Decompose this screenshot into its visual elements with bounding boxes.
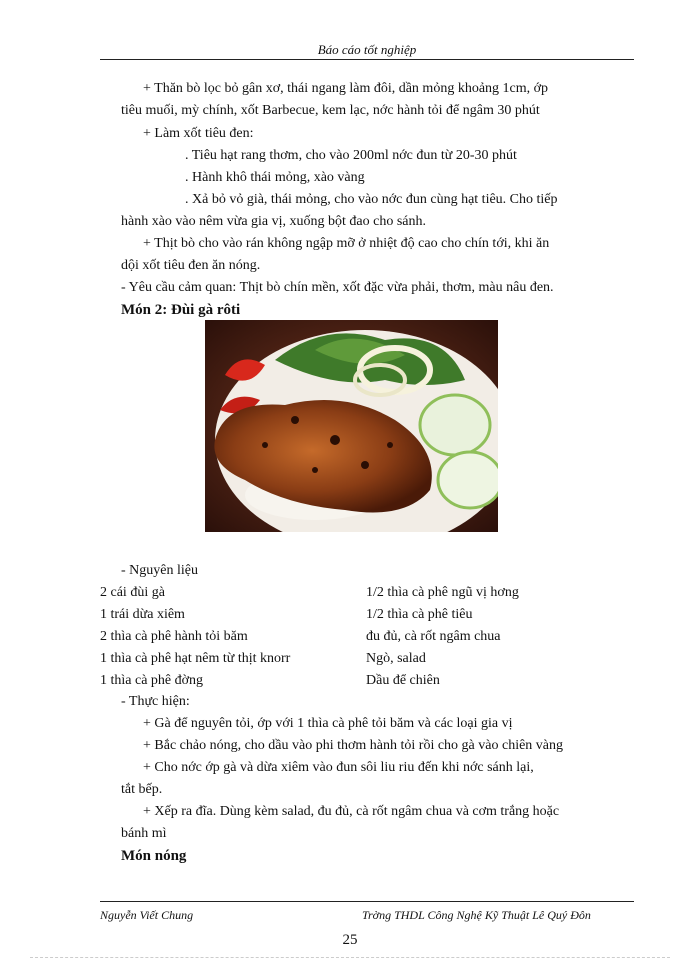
method-step: tắt bếp. (121, 782, 163, 797)
paragraph-line: . Hành khô thái mỏng, xào vàng (185, 170, 365, 185)
roast-chicken-photo (205, 320, 498, 532)
next-section-heading: Món nóng (121, 848, 187, 864)
ingredient-item: 1 thìa cà phê hạt nêm từ thịt knorr (100, 651, 291, 666)
paragraph-line: + Thịt bò cho vào rán không ngập mỡ ở nhiệt độ cao cho chín tới, khi ăn (143, 236, 550, 251)
ingredient-item: đu đủ, cà rốt ngâm chua (366, 629, 501, 644)
ingredient-item: 1 trái dừa xiêm (100, 607, 185, 622)
ingredient-item: 1/2 thìa cà phê tiêu (366, 607, 473, 622)
dish-title: Món 2: Đùi gà rôti (121, 302, 241, 318)
page-break-line (30, 957, 670, 958)
page-number: 25 (342, 932, 358, 948)
paragraph-line: + Làm xốt tiêu đen: (143, 126, 254, 141)
footer-school: Trờng THDL Công Nghệ Kỹ Thuật Lê Quý Đôn (362, 908, 591, 922)
page-header-title: Báo cáo tốt nghiệp (317, 42, 417, 57)
ingredient-item: 1 thìa cà phê đờng (100, 673, 204, 688)
paragraph-line: . Xả bỏ vỏ già, thái mỏng, cho vào nớc đun cùng hạt tiêu. Cho tiếp (185, 192, 558, 207)
paragraph-line: . Tiêu hạt rang thơm, cho vào 200ml nớc đun từ 20-30 phút (185, 148, 517, 163)
ingredient-item: 1/2 thìa cà phê ngũ vị hơng (366, 585, 519, 600)
footer-author: Nguyễn Viết Chung (100, 908, 194, 922)
ingredient-item: Ngò, salad (366, 651, 426, 666)
method-step: + Bắc chảo nóng, cho dầu vào phi thơm hành tỏi rồi cho gà vào chiên vàng (143, 738, 564, 753)
ingredient-item: Dầu để chiên (366, 673, 440, 688)
ingredient-item: 2 cái đùi gà (100, 585, 165, 600)
paragraph-line: dội xốt tiêu đen ăn nóng. (121, 258, 261, 273)
paragraph-line: + Thăn bò lọc bỏ gân xơ, thái ngang làm đôi, dần mỏng khoảng 1cm, ớp (143, 81, 549, 96)
method-step: + Cho nớc ớp gà và dừa xiêm vào đun sôi liu riu đến khi nớc sánh lại, (143, 760, 534, 775)
paragraph-line: - Yêu cầu cảm quan: Thịt bò chín mền, xốt đặc vừa phải, thơm, màu nâu đen. (121, 280, 554, 295)
method-step: + Gà để nguyên tỏi, ớp với 1 thìa cà phê tỏi băm và các loại gia vị (143, 716, 513, 731)
ingredients-heading: - Nguyên liệu (121, 563, 198, 578)
ingredient-item: 2 thìa cà phê hành tỏi băm (100, 629, 248, 644)
method-heading: - Thực hiện: (121, 694, 190, 709)
method-step: + Xếp ra đĩa. Dùng kèm salad, đu đủ, cà rốt ngâm chua và cơm trắng hoặc (143, 804, 560, 819)
footer-rule (100, 901, 634, 902)
paragraph-line: tiêu muối, mỳ chính, xốt Barbecue, kem lạc, nớc hành tỏi để ngâm 30 phút (121, 103, 540, 118)
header-rule (100, 59, 634, 60)
paragraph-line: hành xào vào nêm vừa gia vị, xuống bột đao cho sánh. (121, 214, 427, 229)
method-step: bánh mì (121, 826, 167, 841)
